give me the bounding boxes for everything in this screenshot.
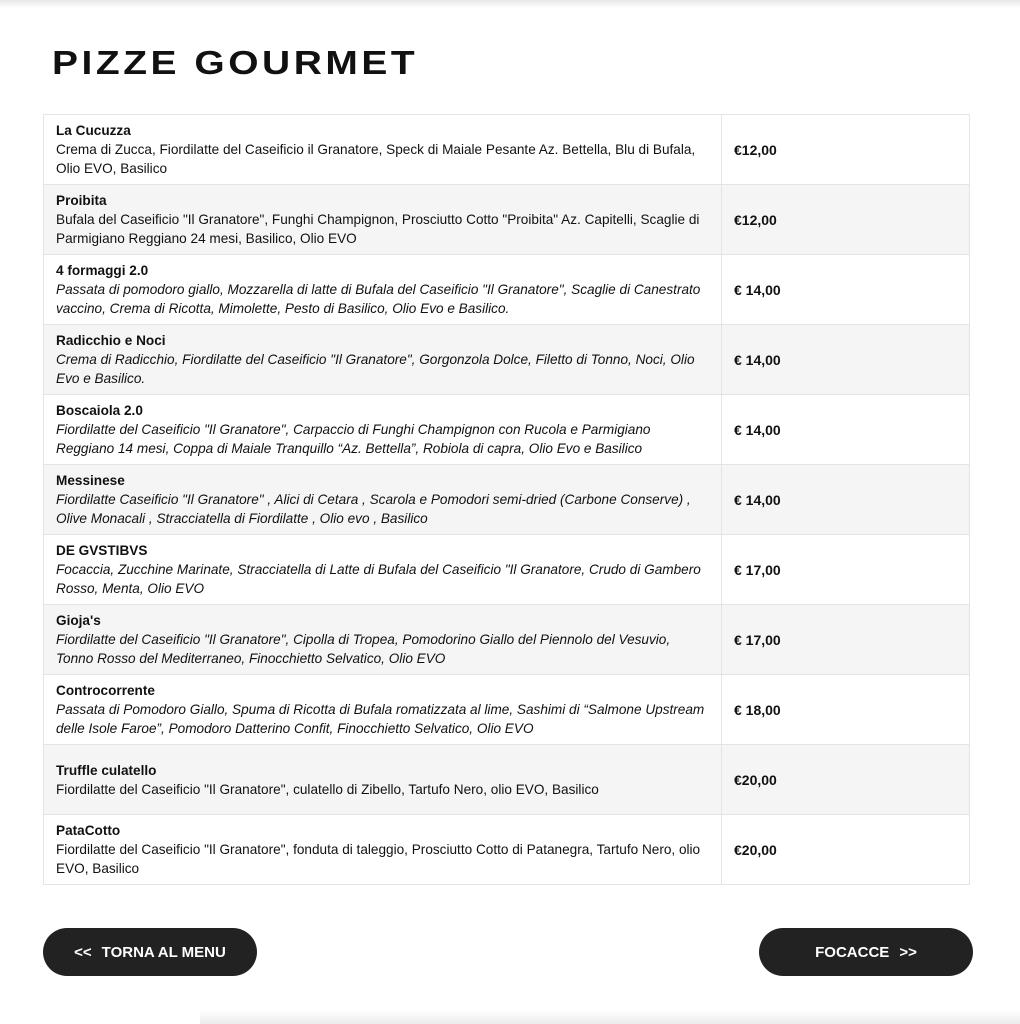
item-price: €20,00 xyxy=(722,745,970,815)
item-description: Crema di Zucca, Fiordilatte del Caseificio il Granatore, Speck di Maiale Pesante Az. Bettella, Blu di Bufala, Olio EVO, Basilico xyxy=(56,142,696,176)
item-description: Fiordilatte del Caseificio "Il Granatore", Carpaccio di Funghi Champignon con Rucola e Parmigiano Reggiano 14 mesi, Coppa di Maiale Tranquillo “Az. Bettella”, Robiola di capra, Olio Evo e Basilico xyxy=(56,422,651,456)
item-cell xyxy=(44,395,722,465)
item-cell xyxy=(44,605,722,675)
item-description: Fiordilatte del Caseificio "Il Granatore", culatello di Zibello, Tartufo Nero, olio EVO, Basilico xyxy=(56,781,599,797)
item-price: €12,00 xyxy=(722,185,970,255)
menu-row xyxy=(44,395,970,465)
item-price: € 14,00 xyxy=(722,325,970,395)
item-cell xyxy=(44,675,722,745)
double-chevron-right-icon: >> xyxy=(899,943,917,961)
item-cell xyxy=(44,115,722,185)
item-description: Passata di pomodoro giallo, Mozzarella di latte di Bufala del Caseificio "Il Granatore", Scaglie di Canestrato vaccino, Crema di Ricotta, Mimolette, Pesto di Basilico, Olio Evo e Basilico. xyxy=(56,282,701,316)
menu-row xyxy=(44,815,970,885)
item-cell xyxy=(44,465,722,535)
item-cell xyxy=(44,745,722,815)
item-price: € 17,00 xyxy=(722,535,970,605)
item-name: Boscaiola 2.0 xyxy=(56,403,143,418)
menu-row xyxy=(44,745,970,815)
item-price: €12,00 xyxy=(722,115,970,185)
double-chevron-left-icon: << xyxy=(74,943,92,961)
item-name: DE GVSTIBVS xyxy=(56,543,148,558)
item-cell xyxy=(44,185,722,255)
item-price: €20,00 xyxy=(722,815,970,885)
item-name: Controcorrente xyxy=(56,683,155,698)
item-name: Proibita xyxy=(56,193,107,208)
back-label: TORNA AL MENU xyxy=(101,943,226,961)
menu-row xyxy=(44,185,970,255)
item-price: € 14,00 xyxy=(722,255,970,325)
item-name: La Cucuzza xyxy=(56,123,131,138)
top-shadow xyxy=(0,0,1020,8)
menu-row xyxy=(44,255,970,325)
menu-row xyxy=(44,605,970,675)
item-cell xyxy=(44,255,722,325)
item-description: Fiordilatte del Caseificio "Il Granatore", Cipolla di Tropea, Pomodorino Giallo del Piennolo del Vesuvio, Tonno Rosso del Mediterraneo, Finocchietto Selvatico, Olio EVO xyxy=(56,632,671,666)
focacce-button[interactable] xyxy=(759,928,973,976)
item-name: Truffle culatello xyxy=(56,762,157,778)
item-description: Focaccia, Zucchine Marinate, Stracciatella di Latte di Bufala del Caseificio "Il Granatore, Crudo di Gambero Rosso, Menta, Olio EVO xyxy=(56,562,701,596)
menu-row xyxy=(44,465,970,535)
item-description: Crema di Radicchio, Fiordilatte del Caseificio "Il Granatore", Gorgonzola Dolce, Filetto di Tonno, Noci, Olio Evo e Basilico. xyxy=(56,352,695,386)
item-price: € 14,00 xyxy=(722,395,970,465)
next-label: FOCACCE xyxy=(815,943,890,961)
item-description: Fiordilatte Caseificio "Il Granatore" , Alici di Cetara , Scarola e Pomodori semi-dried (Carbone Conserve) , Olive Monacali , Stracciatella di Fiordilatte , Olio evo , Basilico xyxy=(56,492,691,526)
item-price: € 17,00 xyxy=(722,605,970,675)
menu-row xyxy=(44,535,970,605)
menu-table xyxy=(43,114,970,885)
item-description: Bufala del Caseificio "Il Granatore", Funghi Champignon, Prosciutto Cotto "Proibita" Az. Capitelli, Scaglie di Parmigiano Reggiano 24 mesi, Basilico, Olio EVO xyxy=(56,212,700,246)
item-name: Messinese xyxy=(56,473,125,488)
item-cell xyxy=(44,325,722,395)
item-price: € 14,00 xyxy=(722,465,970,535)
item-cell xyxy=(44,815,722,885)
item-description: Fiordilatte del Caseificio "Il Granatore", fonduta di taleggio, Prosciutto Cotto di Patanegra, Tartufo Nero, olio EVO, Basilico xyxy=(56,842,701,876)
menu-row xyxy=(44,115,970,185)
back-to-menu-button[interactable] xyxy=(43,928,257,976)
page-title: PIZZE GOURMET xyxy=(52,44,419,81)
item-price: € 18,00 xyxy=(722,675,970,745)
item-name: 4 formaggi 2.0 xyxy=(56,263,149,278)
menu-row xyxy=(44,325,970,395)
item-description: Passata di Pomodoro Giallo, Spuma di Ricotta di Bufala romatizzata al lime, Sashimi di “Salmone Upstream delle Isole Faroe”, Pomodoro Datterino Confit, Finocchietto Selvatico, Olio EVO xyxy=(56,702,705,736)
item-name: Radicchio e Noci xyxy=(56,333,166,348)
menu-row xyxy=(44,675,970,745)
item-name: PataCotto xyxy=(56,823,121,838)
item-cell xyxy=(44,535,722,605)
bottom-shadow xyxy=(200,1010,1020,1024)
item-name: Gioja's xyxy=(56,613,101,628)
